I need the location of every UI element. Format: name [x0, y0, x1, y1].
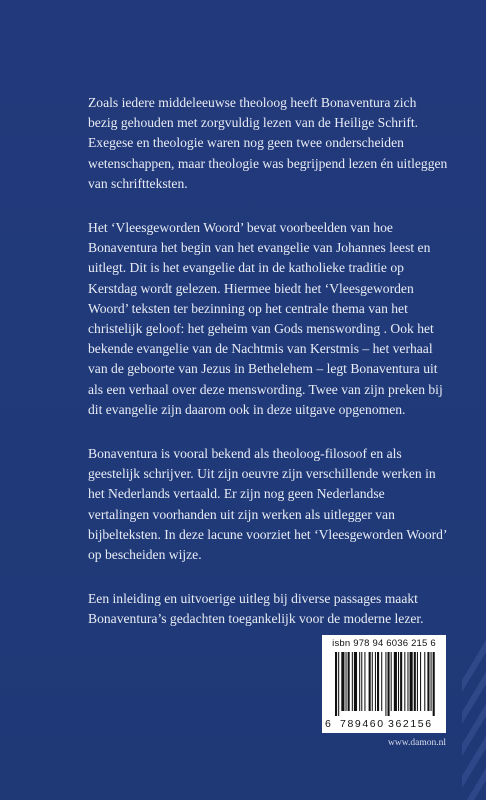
- blurb-paragraph-3: Bonaventura is vooral bekend als theoloog-filosoof en als geestelijk schrijver. Uit zijn oeuvre zijn verschillende werken in het Nederlands vertaald. Er zijn nog geen Nederlandse vertalingen voorhanden uit zijn werken als uitlegger van bijbelteksten. In deze lacune voorziet het ‘Vleesgeworden Woord’ op bescheiden wijze.: [88, 446, 447, 563]
- isbn-barcode: [322, 635, 446, 733]
- isbn-label: isbn 978 94 6036 215 6: [332, 638, 436, 649]
- blurb-paragraph-2: Het ‘Vleesgeworden Woord’ bevat voorbeelden van hoe Bonaventura het begin van het evangelie van Johannes leest en uitlegt. Dit is het evangelie dat in de katholieke traditie op Kerstdag wordt gelezen. Hiermee biedt het ‘Vleesgeworden Woord’ teksten ter bezinning op het centrale thema van het christelijk geloof: het geheim van Gods menswording . Ook het bekende evangelie van de Nachtmis van Kerstmis – het verhaal van de geboorte van Jezus in Bethelehem – legt Bonaventura uit als een verhaal over deze menswording. Twee van zijn preken bij dit evangelie zijn daarom ook in deze uitgave opgenomen.: [88, 220, 443, 417]
- barcode-digit-lead: 6: [325, 718, 331, 730]
- publisher-url: www.damon.nl: [388, 738, 446, 748]
- blurb-paragraph-4: Een inleiding en uitvoerige uitleg bij diverse passages maakt Bonaventura’s gedachten toegankelijk voor de moderne lezer.: [88, 591, 424, 627]
- barcode-digits-right: 362156: [388, 718, 433, 730]
- barcode-bars: [334, 652, 438, 716]
- back-cover-blurb: [88, 93, 448, 654]
- blurb-paragraph-1: Zoals iedere middeleeuwse theoloog heeft Bonaventura zich bezig gehouden met zorgvuldig lezen van de Heilige Schrift. Exegese en theologie waren nog geen twee onderscheiden wetenschappen, maar theologie was begrijpend lezen én uitleggen van schriftteksten.: [88, 95, 448, 191]
- decorative-stripes: [462, 640, 486, 800]
- barcode-digits-left: 789460: [340, 718, 385, 730]
